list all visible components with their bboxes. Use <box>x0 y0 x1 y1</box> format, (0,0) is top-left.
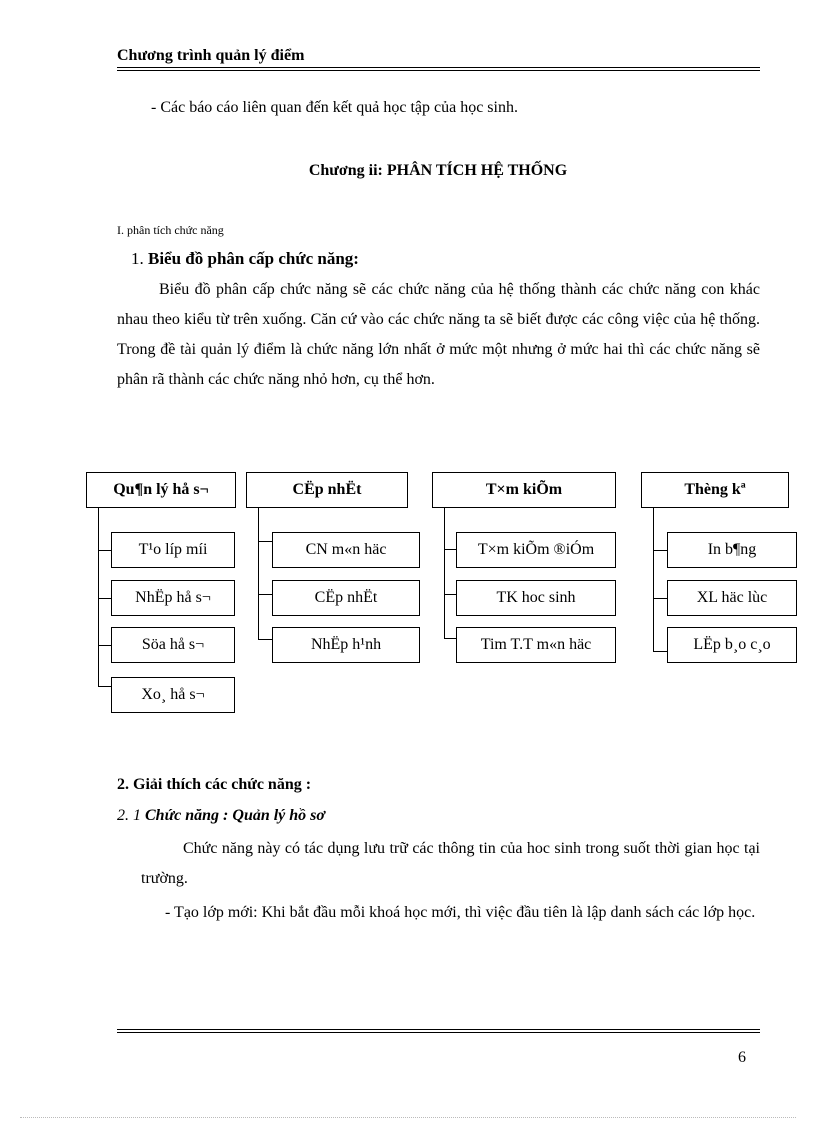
group-2-connector <box>258 508 259 639</box>
group-2-branch <box>258 594 272 595</box>
subsection-2-1-heading <box>117 806 325 826</box>
group-2-item: CËp nhËt <box>272 580 420 616</box>
group-2-branch <box>258 639 272 640</box>
group-title-search: T×m kiÕm <box>432 472 616 508</box>
subsection-2-title: 2. Giải thích các chức năng : <box>117 776 312 793</box>
group-2-branch <box>258 541 272 542</box>
subsection-2-1-number: 2. 1 <box>117 807 141 824</box>
section-1-label: I. phân tích chức năng <box>117 223 224 237</box>
subsection-2-1-title: Chức năng : Quản lý hồ sơ <box>145 807 325 824</box>
header-rule-bottom <box>117 70 760 71</box>
group-3-connector <box>444 508 445 638</box>
page-number: 6 <box>738 1049 746 1066</box>
group-1-branch <box>98 645 111 646</box>
header-rule-top <box>117 67 760 68</box>
group-3-branch <box>444 594 456 595</box>
group-title-update: CËp nhËt <box>246 472 408 508</box>
paragraph-2: Chức năng này có tác dụng lưu trữ các thông tin của hoc sinh trong suốt thời gian học tại trường. <box>141 840 760 887</box>
group-1-item: Söa hå s¬ <box>111 627 235 663</box>
subsection-1-heading <box>131 249 359 269</box>
paragraph-3: - Tạo lớp mới: Khi bắt đầu mỗi khoá học mới, thì việc đầu tiên là lập danh sách các lớp học. <box>165 904 756 921</box>
group-2-item: NhËp h¹nh <box>272 627 420 663</box>
page-edge-divider <box>20 1117 796 1118</box>
paragraph-1: Biểu đồ phân cấp chức năng sẽ các chức năng của hệ thống thành các chức năng con khác nhau theo kiểu từ trên xuống. Căn cứ vào các chức năng ta sẽ biết được các công việc của hệ thống. Trong đề tài quản lý điểm là chức năng lớn nhất ở mức một nhưng ở mức hai thì các chức năng sẽ phân rã thành các chức năng nhỏ hơn, cụ thể hơn. <box>117 281 760 388</box>
group-1-item: T¹o líp míi <box>111 532 235 568</box>
group-4-item: XL häc lùc <box>667 580 797 616</box>
group-3-branch <box>444 638 456 639</box>
group-3-item: Tim T.T m«n häc <box>456 627 616 663</box>
footer-rule-top <box>117 1029 760 1030</box>
group-4-branch <box>653 598 667 599</box>
subsection-1-number: 1. <box>131 249 144 268</box>
group-1-item: Xo¸ hå s¬ <box>111 677 235 713</box>
group-title-statistics: Thèng kª <box>641 472 789 508</box>
header-title: Chương trình quản lý điểm <box>117 47 305 64</box>
group-3-item: T×m kiÕm ®iÓm <box>456 532 616 568</box>
group-4-branch <box>653 651 667 652</box>
intro-line: - Các báo cáo liên quan đến kết quả học tập của học sinh. <box>151 99 518 116</box>
group-4-item: In b¶ng <box>667 532 797 568</box>
group-1-item: NhËp hå s¬ <box>111 580 235 616</box>
group-1-connector <box>98 508 99 686</box>
group-3-branch <box>444 549 456 550</box>
group-4-item: LËp b¸o c¸o <box>667 627 797 663</box>
footer-rule-bottom <box>117 1032 760 1033</box>
group-title-manage-records: Qu¶n lý hå s¬ <box>86 472 236 508</box>
group-2-item: CN m«n häc <box>272 532 420 568</box>
group-1-branch <box>98 686 111 687</box>
group-4-connector <box>653 508 654 651</box>
subsection-1-title: Biểu đồ phân cấp chức năng: <box>148 249 359 268</box>
group-3-item: TK hoc sinh <box>456 580 616 616</box>
group-4-branch <box>653 550 667 551</box>
chapter-title: Chương ii: PHÂN TÍCH HỆ THỐNG <box>308 162 568 179</box>
group-1-branch <box>98 550 111 551</box>
group-1-branch <box>98 598 111 599</box>
